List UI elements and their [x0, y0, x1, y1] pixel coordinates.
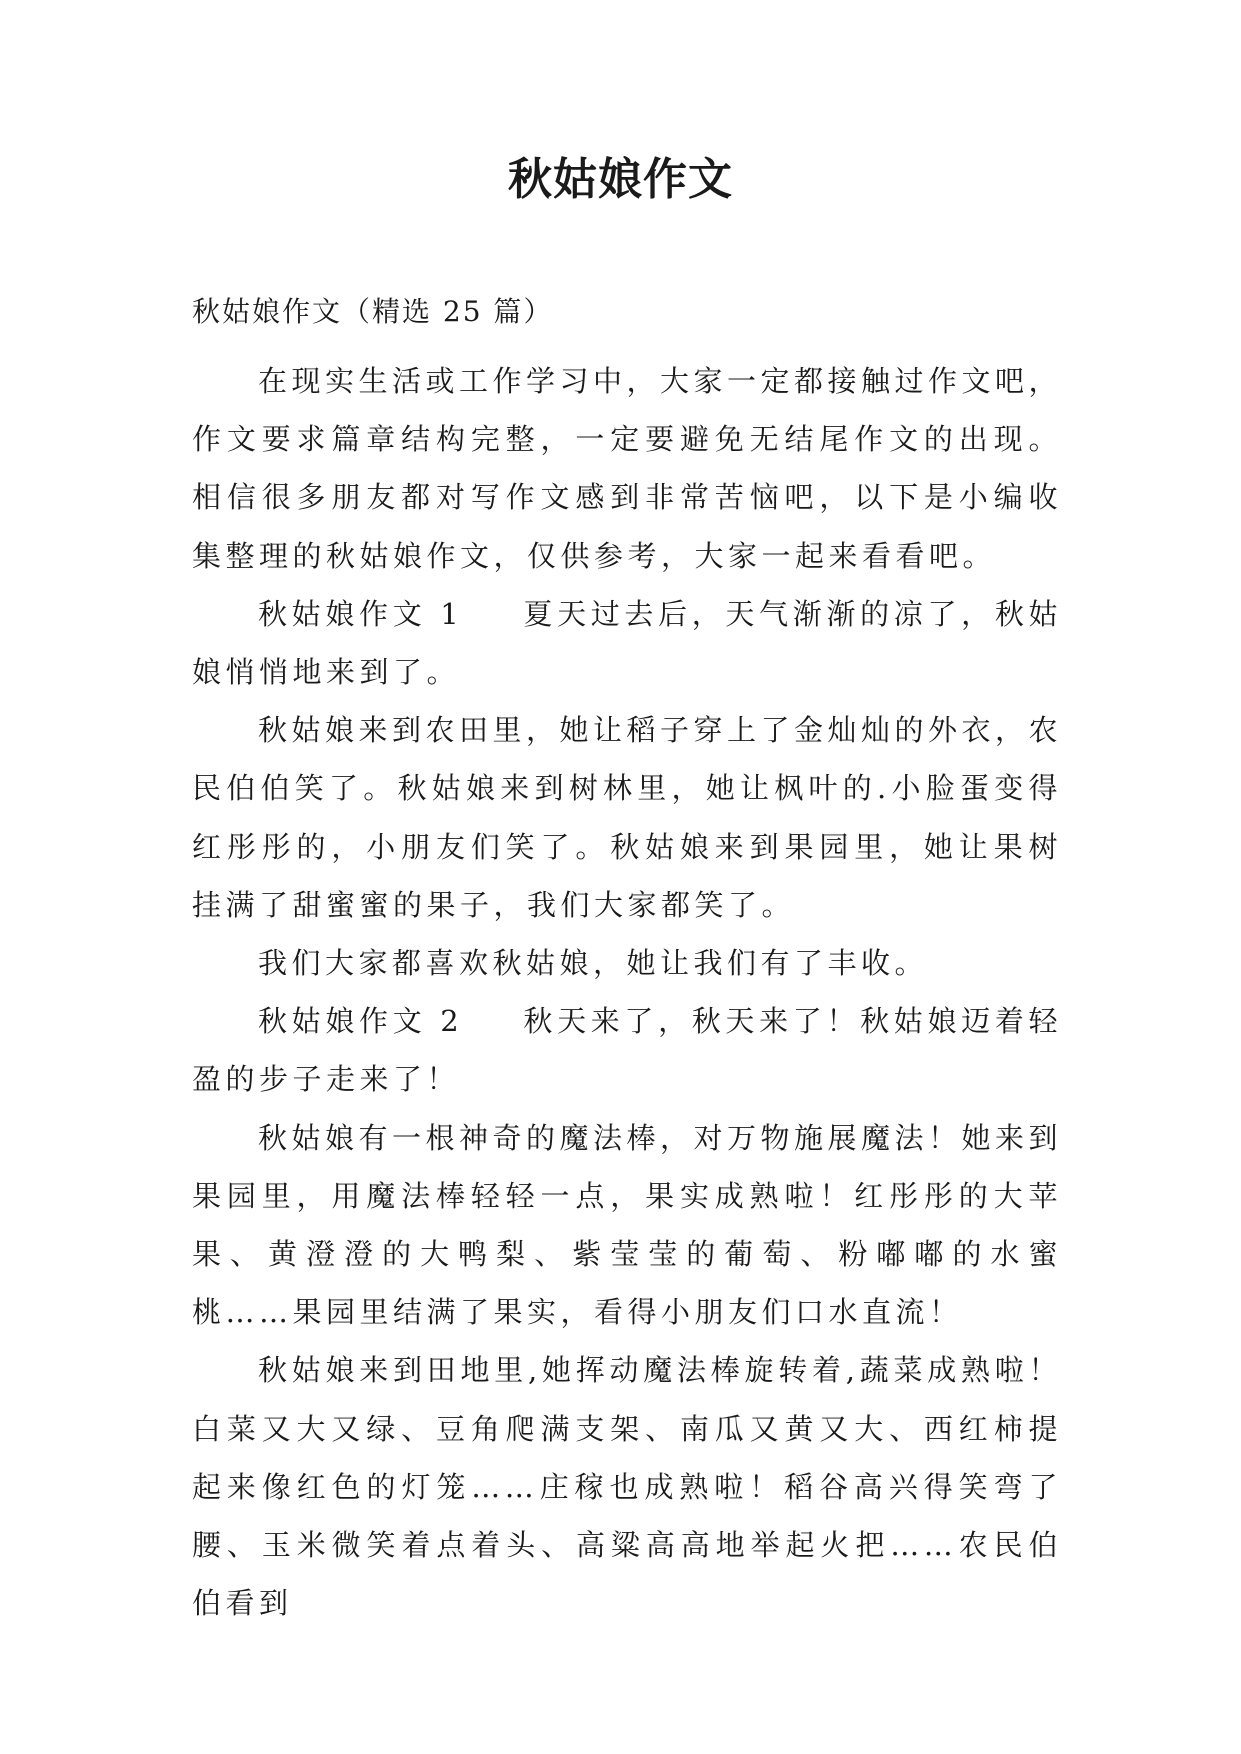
essay-heading: 秋姑娘作文 2	[258, 1004, 464, 1039]
paragraph-text: 秋天来了，秋天来了！秋姑娘迈着轻盈的步子走来了！	[192, 1004, 1062, 1097]
paragraph-essay-2-start	[192, 992, 1062, 1108]
paragraph	[192, 1341, 1062, 1632]
document-body	[192, 352, 1062, 1632]
paragraph	[192, 934, 1062, 992]
paragraph-text: 秋姑娘来到田地里,她挥动魔法棒旋转着,蔬菜成熟啦！白菜又大又绿、豆角爬满支架、南瓜又黄又大、西红柿提起来像红色的灯笼……庄稼也成熟啦！稻谷高兴得笑弯了腰、玉米微笑着点着头、高粱高高地举起火把……农民伯伯看到	[192, 1353, 1062, 1621]
paragraph	[192, 1109, 1062, 1342]
paragraph-text: 秋姑娘有一根神奇的魔法棒，对万物施展魔法！她来到果园里，用魔法棒轻轻一点，果实成熟啦！红彤彤的大苹果、黄澄澄的大鸭梨、紫莹莹的葡萄、粉嘟嘟的水蜜桃……果园里结满了果实，看得小朋友们口水直流！	[192, 1120, 1063, 1330]
essay-heading: 秋姑娘作文 1	[258, 596, 464, 631]
document-subtitle: 秋姑娘作文（精选 25 篇）	[192, 295, 554, 328]
paragraph-text: 秋姑娘来到农田里，她让稻子穿上了金灿灿的外衣，农民伯伯笑了。秋姑娘来到树林里，她让枫叶的.小脸蛋变得红彤彤的，小朋友们笑了。秋姑娘来到果园里，她让果树挂满了甜蜜蜜的果子，我们大家都笑了。	[192, 713, 1063, 922]
paragraph-text: 夏天过去后，天气渐渐的凉了，秋姑娘悄悄地来到了。	[192, 596, 1062, 690]
paragraph	[192, 701, 1062, 934]
paragraph-essay-1-start	[192, 585, 1062, 701]
paragraph-text: 在现实生活或工作学习中，大家一定都接触过作文吧，作文要求篇章结构完整，一定要避免无结尾作文的出现。相信很多朋友都对写作文感到非常苦恼吧，以下是小编收集整理的秋姑娘作文，仅供参考，大家一起来看看吧。	[192, 364, 1063, 573]
document-title: 秋姑娘作文	[508, 154, 733, 205]
paragraph-intro	[192, 352, 1062, 585]
paragraph-text: 我们大家都喜欢秋姑娘，她让我们有了丰收。	[258, 946, 929, 981]
